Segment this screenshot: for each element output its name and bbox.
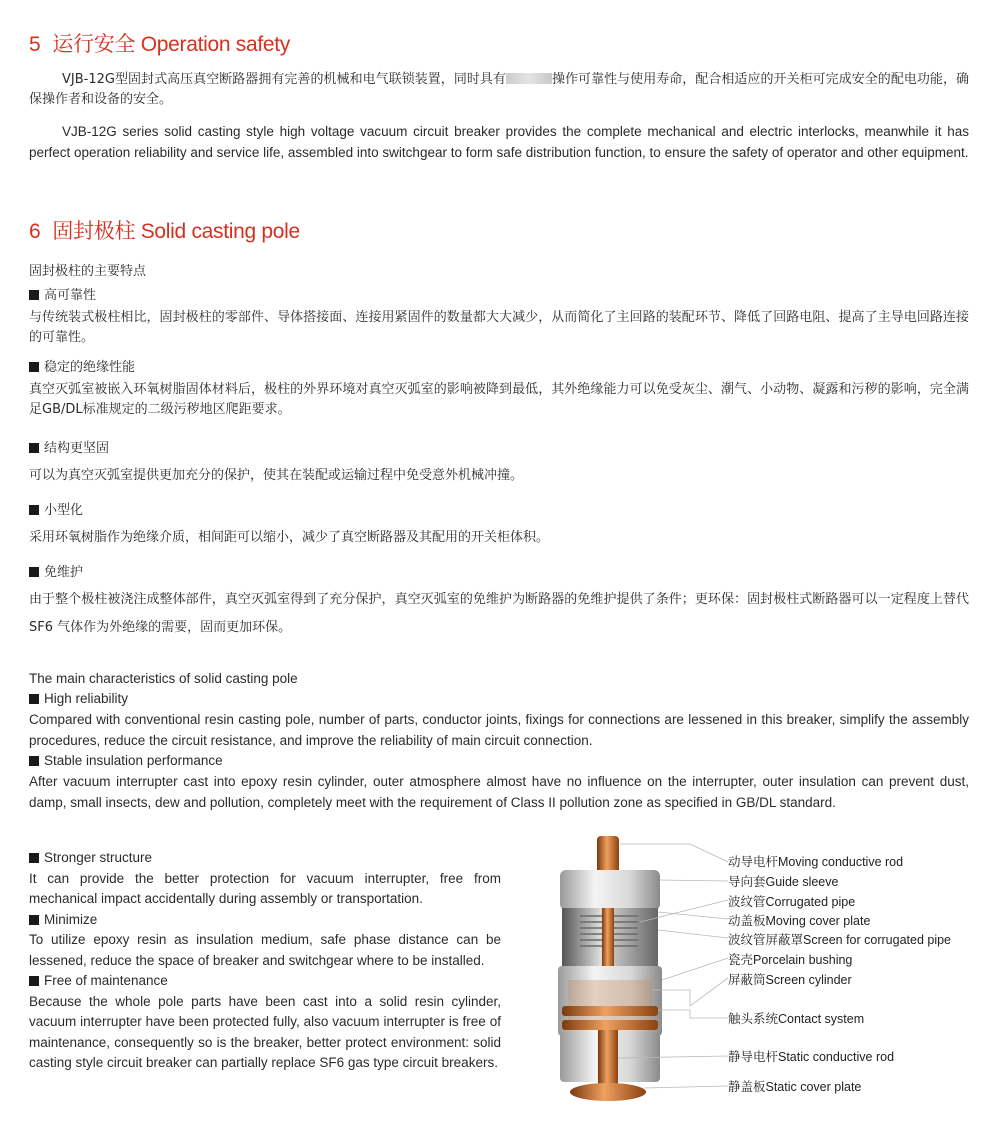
en-item-text: After vacuum interrupter cast into epoxy resin cylinder, outer atmosphere almost have no influence on the interrupter, outer insulation can prevent dust, damp, small insects, dew and pollution, completely meet with the requirement of Class II pollution zone as specified in GB/DL standard.	[29, 774, 969, 810]
square-bullet-icon	[29, 976, 39, 986]
en-heading-text: Stable insulation performance	[44, 753, 223, 768]
en-item-heading	[29, 689, 128, 710]
square-bullet-icon	[29, 853, 39, 863]
label-contact-system: 触头系统Contact system	[728, 1012, 865, 1026]
en-heading-text: Free of maintenance	[44, 973, 168, 988]
square-bullet-icon	[29, 362, 39, 372]
section-5-heading	[29, 28, 290, 58]
en-item-heading	[29, 910, 501, 931]
cn-item-heading	[29, 356, 135, 375]
cn-item-text: 可以为真空灭弧室提供更加充分的保护，使其在装配或运输过程中免受意外机械冲撞。	[29, 468, 524, 483]
label-static-cover-plate: 静盖板Static cover plate	[728, 1080, 862, 1094]
square-bullet-icon	[29, 756, 39, 766]
cn-heading-text: 结构更坚固	[44, 441, 110, 456]
cn-item-text: 真空灭弧室被嵌入环氧树脂固体材料后，极柱的外界环境对真空灭弧室的影响被降到最低，其外绝缘能力可以免受灰尘、潮气、小动物、凝露和污秽的影响，完全满足GB/DL标准规定的二级污秽地区爬距要求。	[29, 382, 969, 417]
label-corrugated-pipe-screen: 波纹管屏蔽罩Screen for corrugated pipe	[728, 933, 952, 947]
cn-item-text: 由于整个极柱被浇注成整体部件，真空灭弧室得到了充分保护，真空灭弧室的免维护为断路器的免维护提供了条件；更环保：固封极柱式断路器可以一定程度上替代SF6 气体作为外绝缘的需要，固而更加环保。	[29, 592, 969, 635]
en-item-heading	[29, 971, 501, 992]
square-bullet-icon	[29, 567, 39, 577]
label-guide-sleeve: 导向套Guide sleeve	[728, 875, 839, 889]
cn-item-heading	[29, 284, 96, 303]
section-6-number: 6	[29, 220, 41, 243]
label-corrugated-pipe: 波纹管Corrugated pipe	[728, 895, 856, 909]
en-heading-text: Stronger structure	[44, 850, 153, 865]
cn-item-text: 与传统装式极柱相比，固封极柱的零部件、导体搭接面、连接用紧固件的数量都大大减少，从而简化了主回路的装配环节、降低了回路电阻、提高了主导电回路连接的可靠性。	[29, 310, 969, 345]
en-item-heading	[29, 848, 501, 869]
en-heading-text: High reliability	[44, 691, 129, 706]
label-porcelain-bushing: 瓷壳Porcelain bushing	[728, 953, 853, 967]
section-6-title: 固封极柱 Solid casting pole	[52, 220, 300, 243]
label-screen-cylinder: 屏蔽筒Screen cylinder	[728, 973, 852, 987]
section-5-number: 5	[29, 33, 41, 56]
section-6-heading	[29, 215, 300, 245]
cn-intro: 固封极柱的主要特点	[29, 264, 147, 279]
cn-heading-text: 稳定的绝缘性能	[44, 360, 136, 375]
en-left-column	[29, 848, 501, 1074]
redacted-text-block	[506, 73, 552, 84]
square-bullet-icon	[29, 290, 39, 300]
cn-para-part-b: 操作可靠性与使用寿命，配合相适应的开关柜可完成安全的配电功能，确保操作者和设备的安全。	[29, 72, 969, 107]
square-bullet-icon	[29, 505, 39, 515]
en-item-text: To utilize epoxy resin as insulation medium, safe phase distance can be lessened, reduce the space of breaker and switchgear where to be installed.	[29, 932, 501, 968]
cn-heading-text: 小型化	[44, 503, 84, 518]
en-item-heading	[29, 751, 223, 772]
cn-heading-text: 高可靠性	[44, 288, 97, 303]
en-item-text: Compared with conventional resin casting pole, number of parts, conductor joints, fixings for connections are lessened in this breaker, simplify the assembly procedures, reduce the circuit resistance, and improve the reliability of main circuit connection.	[29, 712, 969, 748]
section-5-en-paragraph: VJB-12G series solid casting style high voltage vacuum circuit breaker provides the complete mechanical and electric interlocks, meanwhile it has perfect operation reliability and service life, assembled into switchgear to form safe distribution function, to ensure the safety of operator and other equipment.	[29, 124, 969, 160]
en-heading-text: Minimize	[44, 911, 98, 927]
en-item-text: It can provide the better protection for vacuum interrupter, free from mechanical impact accidentally during assembly or transportation.	[29, 870, 501, 906]
cn-item-heading	[29, 561, 83, 580]
cn-item-heading	[29, 499, 83, 518]
cn-heading-text: 免维护	[44, 565, 84, 580]
label-moving-cover-plate: 动盖板Moving cover plate	[728, 914, 871, 928]
label-static-conductive-rod: 静导电杆Static conductive rod	[728, 1050, 895, 1064]
en-intro: The main characteristics of solid casting pole	[29, 671, 298, 686]
cn-item-heading	[29, 437, 109, 456]
square-bullet-icon	[29, 915, 39, 925]
en-item-text: Because the whole pole parts have been cast into a solid resin cylinder, vacuum interrupter have been protected fully, also vacuum interrupter is free of maintenance, consequently so is the breaker, better protect environment: solid casting style circuit breaker can partially replace SF6 gas type circuit breakers.	[29, 993, 501, 1070]
label-moving-conductive-rod: 动导电杆Moving conductive rod	[728, 855, 904, 869]
section-5-cn-paragraph	[29, 70, 969, 110]
section-5-title: 运行安全 Operation safety	[52, 33, 291, 56]
square-bullet-icon	[29, 694, 39, 704]
square-bullet-icon	[29, 443, 39, 453]
cn-para-part-a: VJB-12G型固封式高压真空断路器拥有完善的机械和电气联锁装置，同时具有	[62, 72, 506, 87]
cn-item-text: 采用环氧树脂作为绝缘介质，相间距可以缩小，减少了真空断路器及其配用的开关柜体积。	[29, 530, 550, 545]
